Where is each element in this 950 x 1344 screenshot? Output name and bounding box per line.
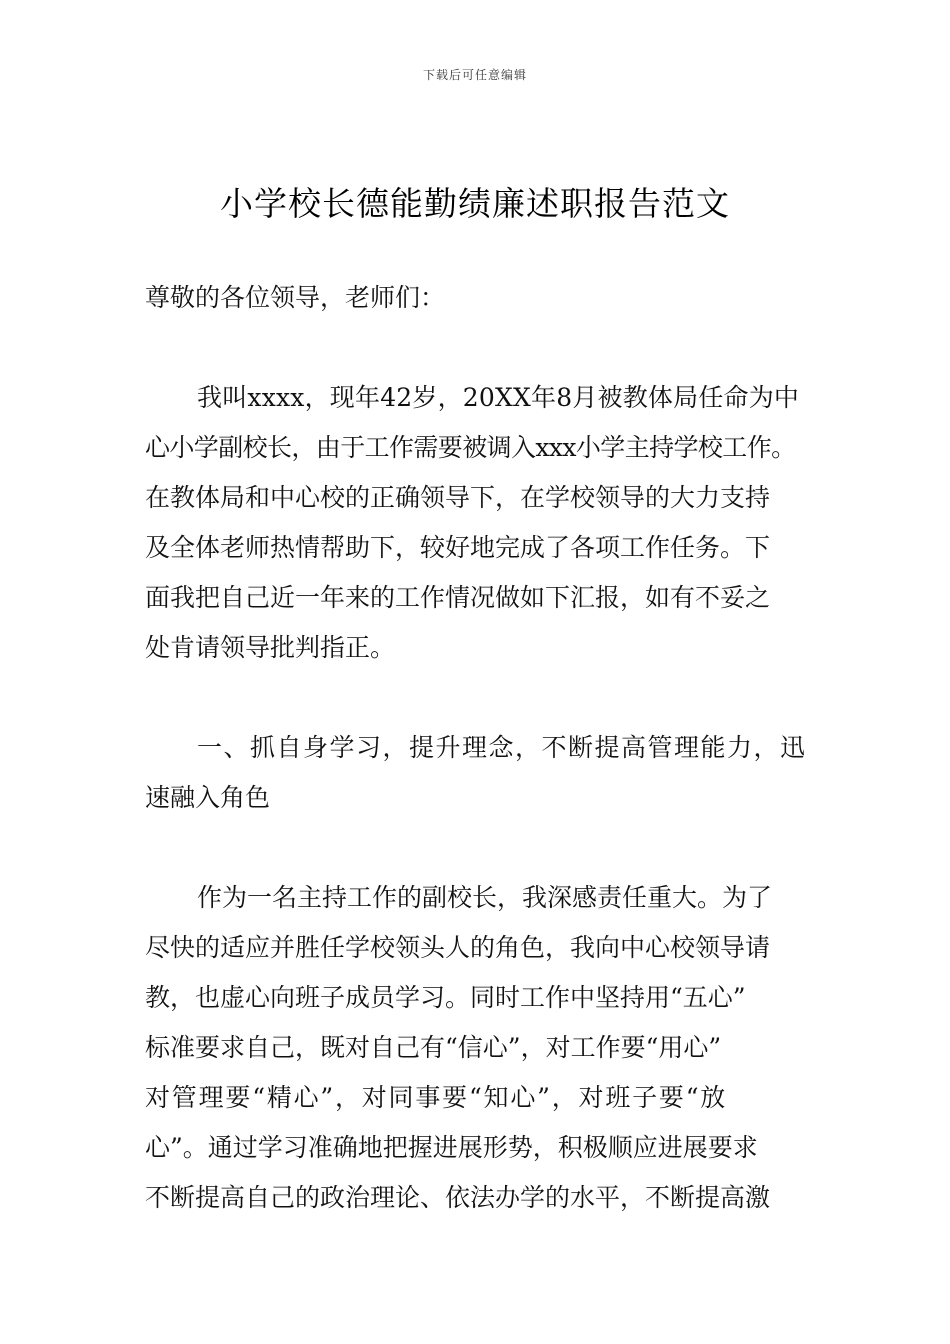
paragraph-2-line-2: 尽快的适应并胜任学校领头人的角色，我向中心校领导请 <box>145 933 771 962</box>
paragraph-1-line-5: 面我把自己近一年来的工作情况做如下汇报，如有不妥之 <box>145 583 771 612</box>
salutation: 尊敬的各位领导，老师们： <box>145 283 446 312</box>
paragraph-2-line-1: 作为一名主持工作的副校长，我深感责任重大。为了 <box>197 883 773 912</box>
header-note: 下载后可任意编辑 <box>422 68 527 82</box>
section-1-heading-line-1: 一、抓自身学习，提升理念，不断提高管理能力，迅 <box>197 733 807 762</box>
paragraph-1-line-4: 及全体老师热情帮助下，较好地完成了各项工作任务。下 <box>145 533 771 562</box>
paragraph-2-line-3: 教，也虚心向班子成员学习。同时工作中坚持用“五心” <box>145 983 746 1012</box>
paragraph-2-line-5: 对管理要“精心”，对同事要“知心”，对班子要“放 <box>145 1083 728 1112</box>
paragraph-2-line-4: 标准要求自己，既对自己有“信心”，对工作要“用心” <box>145 1033 722 1062</box>
paragraph-1-line-1: 我叫xxxx，现年42岁，20XX年8月被教体局任命为中 <box>197 383 800 412</box>
paragraph-1-line-3: 在教体局和中心校的正确领导下，在学校领导的大力支持 <box>145 483 771 512</box>
paragraph-1-line-6: 处肯请领导批判指正。 <box>145 633 396 662</box>
document-title: 小学校长德能勤绩廉述职报告范文 <box>220 184 730 223</box>
paragraph-1-line-2: 心小学副校长，由于工作需要被调入xxx小学主持学校工作。 <box>145 433 796 462</box>
section-1-heading-line-2: 速融入角色 <box>145 783 271 812</box>
paragraph-2-line-6: 心”。通过学习准确地把握进展形势，积极顺应进展要求 <box>145 1133 758 1162</box>
paragraph-2-line-7: 不断提高自己的政治理论、依法办学的水平，不断提高激 <box>145 1183 771 1212</box>
